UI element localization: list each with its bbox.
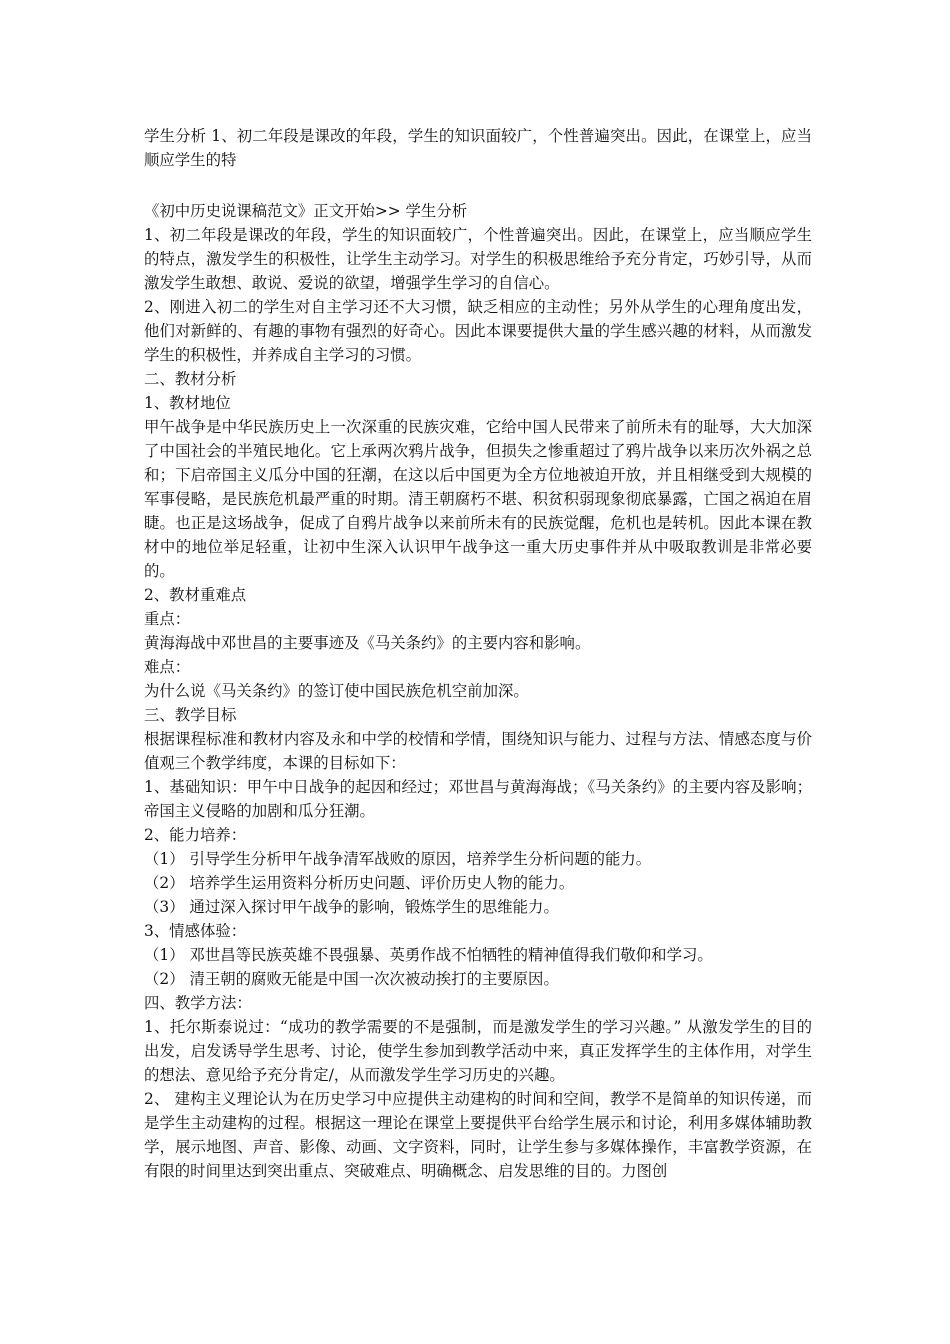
document-body — [144, 199, 812, 1183]
section-heading: 四、教学方法： — [144, 994, 252, 1012]
paragraph: 1、托尔斯泰说过：“成功的教学需要的不是强制，而是激发学生的学习兴趣。” 从激发学生的目的出发，启发诱导学生思考、讨论，使学生参加到教学活动中来，真正发挥学生的主体作用，对学生的想法、意见给予充分肯定/，从而激发学生学习历史的兴趣。 — [144, 1018, 812, 1084]
list-item: （1） 邓世昌等民族英雄不畏强暴、英勇作战不怕牺牲的精神值得我们敬仰和学习。 — [144, 946, 713, 964]
paragraph: 2、 建构主义理论认为在历史学习中应提供主动建构的时间和空间，教学不是简单的知识传递，而是学生主动建构的过程。根据这一理论在课堂上要提供平台给学生展示和讨论，利用多媒体辅助教学，展示地图、声音、影像、动画、文字资料，同时，让学生参与多媒体操作，丰富教学资源，在有限的时间里达到突出重点、突破难点、明确概念、启发思维的目的。力图创 — [144, 1090, 812, 1180]
subsection-heading: 3、情感体验： — [144, 922, 247, 940]
paragraph: 根据课程标准和教材内容及永和中学的校情和学情，围绕知识与能力、过程与方法、情感态度与价值观三个教学纬度，本课的目标如下： — [144, 730, 812, 772]
list-item: （2） 培养学生运用资料分析历史问题、评价历史人物的能力。 — [144, 874, 575, 892]
section-heading: 二、教材分析 — [144, 370, 237, 388]
section-heading: 三、教学目标 — [144, 706, 237, 724]
paragraph: 1、基础知识：甲午中日战争的起因和经过；邓世昌与黄海海战；《马关条约》的主要内容及影响；帝国主义侵略的加剧和瓜分狂潮。 — [144, 778, 812, 820]
document-header: 《初中历史说课稿范文》正文开始>> 学生分析 — [144, 202, 468, 220]
subsection-heading: 2、教材重难点 — [144, 586, 247, 604]
paragraph: 为什么说《马关条约》的签订使中国民族危机空前加深。 — [144, 682, 529, 700]
subsection-heading: 1、教材地位 — [144, 394, 231, 412]
paragraph: 1、初二年段是课改的年段，学生的知识面较广，个性普遍突出。因此，在课堂上，应当顺应学生的特点，激发学生的积极性，让学生主动学习。对学生的积极思维给予充分肯定，巧妙引导，从而激发学生敢想、敢说、爱说的欲望，增强学生学习的自信心。 — [144, 226, 812, 292]
label: 难点： — [144, 658, 191, 676]
label: 重点： — [144, 610, 191, 628]
paragraph: 2、刚进入初二的学生对自主学习还不大习惯，缺乏相应的主动性；另外从学生的心理角度出发，他们对新鲜的、有趣的事物有强烈的好奇心。因此本课要提供大量的学生感兴趣的材料，从而激发学生的积极性，并养成自主学习的习惯。 — [144, 298, 812, 364]
subsection-heading: 2、能力培养： — [144, 826, 247, 844]
list-item: （3） 通过深入探讨甲午战争的影响，锻炼学生的思维能力。 — [144, 898, 559, 916]
list-item: （2） 清王朝的腐败无能是中国一次次被动挨打的主要原因。 — [144, 970, 559, 988]
summary-excerpt: 学生分析 1、初二年段是课改的年段，学生的知识面较广，个性普遍突出。因此，在课堂上，应当顺应学生的特 — [144, 127, 812, 169]
paragraph: 甲午战争是中华民族历史上一次深重的民族灾难，它给中国人民带来了前所未有的耻辱，大大加深了中国社会的半殖民地化。它上承两次鸦片战争，但损失之惨重超过了鸦片战争以来历次外祸之总和；下启帝国主义瓜分中国的狂潮，在这以后中国更为全方位地被迫开放，并且相继受到大规模的军事侵略，是民族危机最严重的时期。清王朝腐朽不堪、积贫积弱现象彻底暴露，亡国之祸迫在眉睫。也正是这场战争，促成了自鸦片战争以来前所未有的民族觉醒，危机也是转机。因此本课在教材中的地位举足轻重，让初中生深入认识甲午战争这一重大历史事件并从中吸取教训是非常必要的。 — [144, 418, 812, 580]
paragraph: 黄海海战中邓世昌的主要事迹及《马关条约》的主要内容和影响。 — [144, 634, 591, 652]
list-item: （1） 引导学生分析甲午战争清军战败的原因，培养学生分析问题的能力。 — [144, 850, 652, 868]
